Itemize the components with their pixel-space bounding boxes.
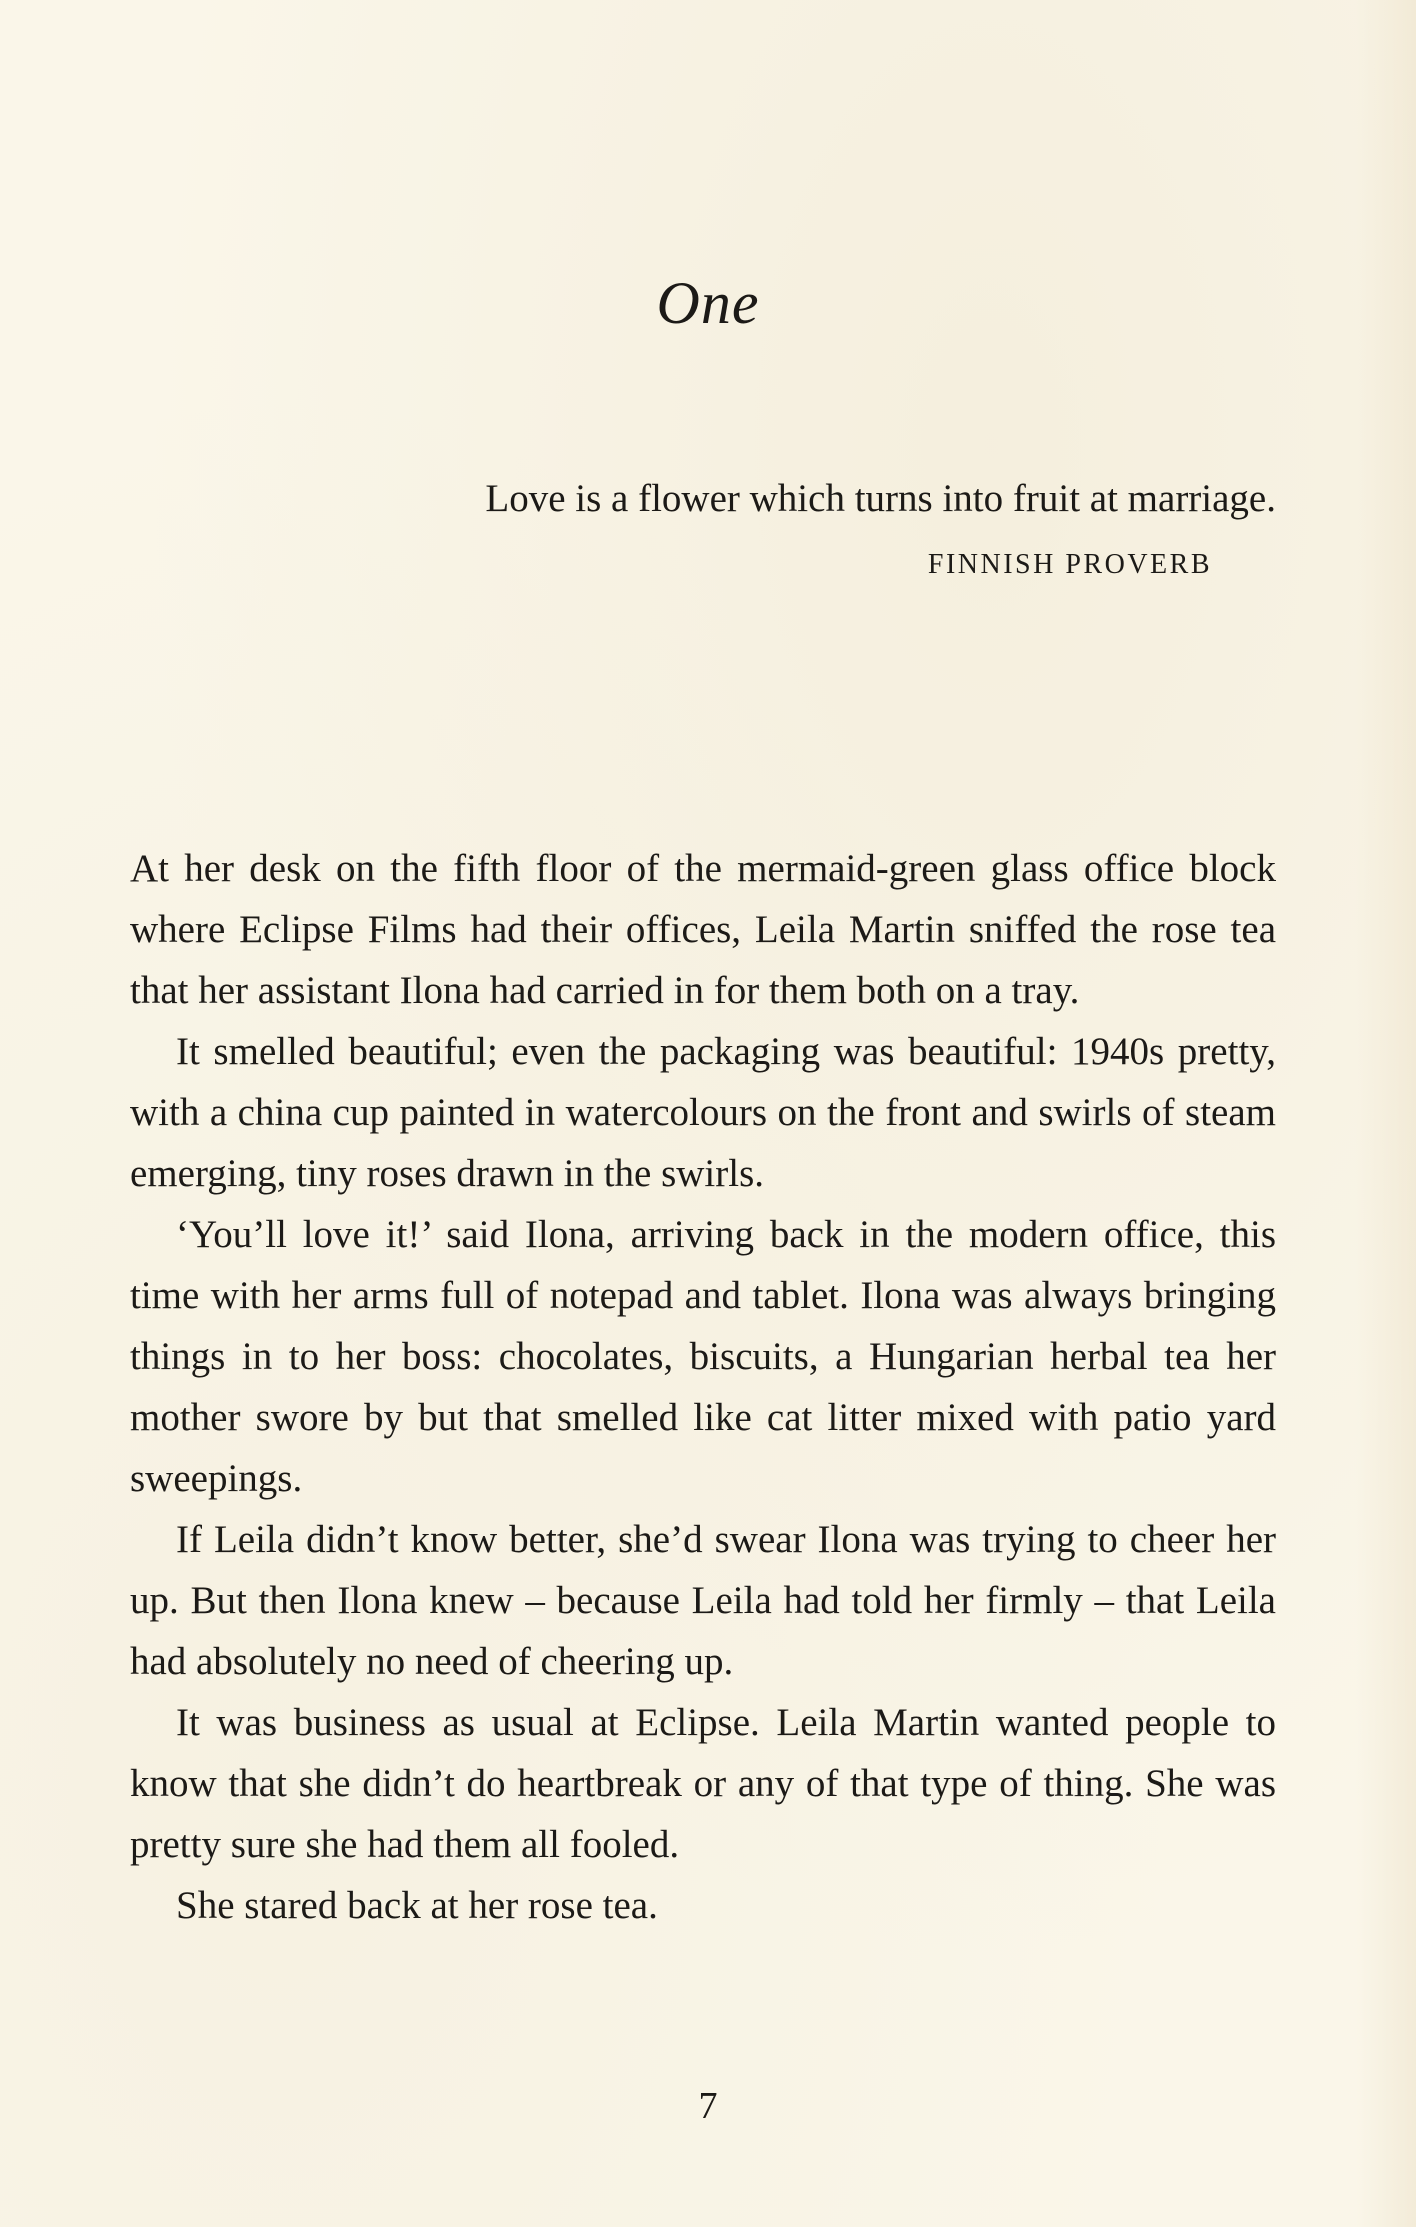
paragraph: At her desk on the fifth floor of the mermaid-green glass office block where Eclipse Films had their offices, Leila Martin sniffed the rose tea that her assistant Ilona had carried in for them both on a tray. — [130, 847, 1276, 1012]
epigraph-source: FINNISH PROVERB — [927, 549, 1212, 580]
paragraph: If Leila didn’t know better, she’d swear Ilona was trying to cheer her up. But then Ilona knew – because Leila had told her firmly – that Leila had absolutely no need of cheering up. — [130, 1518, 1276, 1683]
chapter-title: One — [656, 270, 760, 336]
paragraph: She stared back at her rose tea. — [176, 1884, 658, 1927]
page-number: 7 — [698, 2085, 718, 2127]
epigraph-quote: Love is a flower which turns into fruit at marriage. — [485, 477, 1276, 520]
chapter-body — [130, 838, 1276, 1936]
paragraph: It smelled beautiful; even the packaging was beautiful: 1940s pretty, with a china cup painted in watercolours on the front and swirls of steam emerging, tiny roses drawn in the swirls. — [130, 1030, 1276, 1195]
paragraph: It was business as usual at Eclipse. Leila Martin wanted people to know that she didn’t do heartbreak or any of that type of thing. She was pretty sure she had them all fooled. — [130, 1701, 1276, 1866]
paragraph: ‘You’ll love it!’ said Ilona, arriving back in the modern office, this time with her arms full of notepad and tablet. Ilona was always bringing things in to her boss: chocolates, biscuits, a Hungarian herbal tea her mother swore by but that smelled like cat litter mixed with patio yard sweepings. — [130, 1213, 1276, 1500]
